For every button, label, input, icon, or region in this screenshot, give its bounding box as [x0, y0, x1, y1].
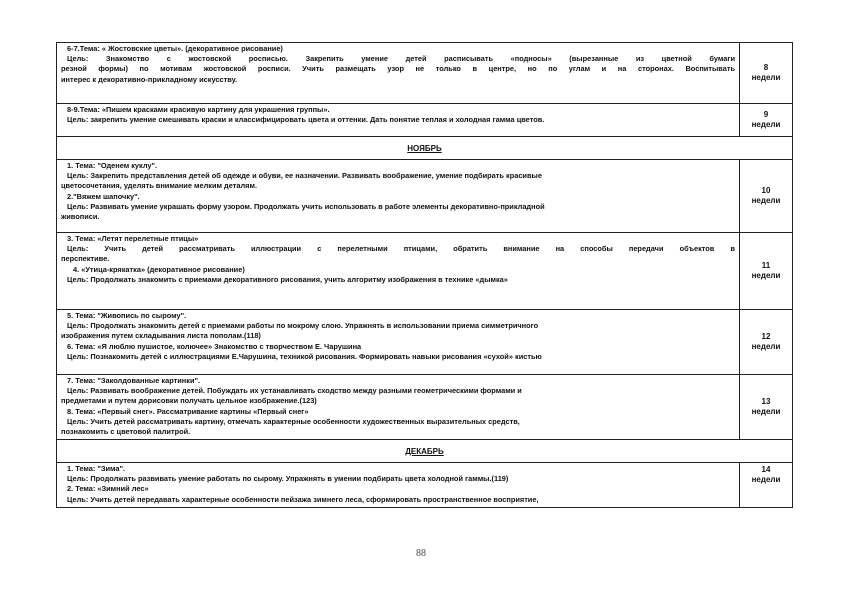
- month-row: [57, 440, 793, 463]
- lesson-goal: Цель: Развивать умение украшать форму узором. Продолжать учить использовать в работе элементы декоративно-прикладной: [67, 201, 545, 211]
- lesson-text: интерес к декоративно-прикладному искусству.: [61, 74, 238, 84]
- week-number: 14: [761, 465, 771, 474]
- lesson-plan-table: [56, 42, 793, 508]
- lesson-goal: Цель: Продолжать развивать умение работать по сырому. Упражнять в умении подбирать цвета холодной гаммы.(119): [67, 474, 509, 484]
- lesson-goal: Цель: Учить детей рассматривать иллюстрации с перелетными птицами, обратить внимание на способы передачи объектов в: [67, 244, 735, 254]
- week-label: недели: [751, 271, 781, 280]
- lesson-goal: Цель: Учить детей передавать характерные особенности пейзажа зимнего леса, сформировать пространственное восприятие,: [67, 494, 539, 504]
- week-label: недели: [751, 407, 781, 416]
- week-number: 10: [761, 186, 771, 195]
- week-cell: [740, 160, 793, 233]
- lesson-goal: Цель: Закрепить представления детей об одежде и обуви, ее назначении. Развивать воображение, умение подбирать красивые: [67, 171, 542, 181]
- lesson-cell: [57, 375, 740, 440]
- lesson-goal: Цель: Продолжать знакомить с приемами декоративного рисования, учить алгоритму изображения в технике «дымка»: [67, 274, 508, 284]
- lesson-goal: Цель: закрепить умение смешивать краски и классифицировать цвета и оттенки. Дать понятие теплая и холодная гамма цветов.: [67, 115, 545, 125]
- week-cell: [740, 43, 793, 104]
- lesson-text: перспективе.: [61, 254, 110, 264]
- week-cell: [740, 104, 793, 137]
- document-page: [56, 42, 785, 508]
- lesson-topic: 6-7.Тема: « Жостовские цветы». (декоративное рисование): [67, 44, 283, 53]
- month-heading: НОЯБРЬ: [57, 137, 793, 160]
- lesson-text: изображения путем складывания листа пополам.(118): [61, 331, 261, 341]
- lesson-topic: 2."Вяжем шапочку".: [67, 191, 140, 201]
- table-row: [57, 160, 793, 233]
- week-number: 9: [763, 110, 769, 119]
- lesson-topic: 2. Тема: «Зимний лес»: [67, 484, 149, 494]
- lesson-topic: 8-9.Тема: «Пишем красками красивую картину для украшения группы».: [67, 105, 330, 114]
- table-row: [57, 233, 793, 310]
- lesson-text: познакомить с цветовой палитрой.: [61, 427, 191, 437]
- lesson-goal: Цель: Познакомить детей с иллюстрациями Е.Чарушина, техникой рисования. Формировать навыки рисования «сухой» кистью: [67, 351, 542, 361]
- week-cell: [740, 463, 793, 508]
- lesson-topic: 8. Тема: «Первый снег». Рассматривание картины «Первый снег»: [67, 406, 309, 416]
- lesson-cell: [57, 463, 740, 508]
- lesson-goal: Цель: Учить детей рассматривать картину, отмечать характерные особенности художественных выразительных средств,: [67, 416, 520, 426]
- month-heading: ДЕКАБРЬ: [57, 440, 793, 463]
- lesson-goal: Цель: Знакомство с жостовской росписью. Закрепить умение детей расписывать «подносы» (вырезанные из цветной бумаги: [67, 54, 735, 64]
- lesson-topic: 1. Тема: "Оденем куклу".: [67, 161, 158, 170]
- table-row: [57, 375, 793, 440]
- lesson-cell: [57, 160, 740, 233]
- week-cell: [740, 375, 793, 440]
- week-number: 12: [761, 332, 771, 341]
- week-label: недели: [751, 120, 781, 129]
- lesson-topic: 4. «Утица-крякатка» (декоративное рисование): [73, 264, 245, 274]
- lesson-topic: 7. Тема: "Заколдованные картинки".: [67, 376, 201, 385]
- lesson-goal: Цель: Развивать воображение детей. Побуждать их устанавливать сходство между разными геометрическими формами и: [67, 386, 522, 396]
- lesson-topic: 5. Тема: "Живопись по сырому".: [67, 311, 187, 320]
- month-row: [57, 137, 793, 160]
- lesson-text: резной формы) по мотивам жостовской росписи. Учить размещать узор не только в центре, но по углам и на сторонах. Воспитывать: [61, 64, 735, 74]
- lesson-goal: Цель: Продолжать знакомить детей с приемами работы по мокрому слою. Упражнять в использовании приема симметричного: [67, 321, 539, 331]
- table-row: [57, 310, 793, 375]
- lesson-cell: [57, 233, 740, 310]
- lesson-topic: 3. Тема: «Летят перелетные птицы»: [67, 234, 199, 243]
- week-cell: [740, 310, 793, 375]
- week-number: 11: [761, 261, 771, 270]
- week-label: недели: [751, 196, 781, 205]
- week-label: недели: [751, 73, 781, 82]
- week-label: недели: [751, 342, 781, 351]
- week-number: 8: [763, 63, 769, 72]
- table-row: [57, 104, 793, 137]
- lesson-cell: [57, 43, 740, 104]
- table-row: [57, 43, 793, 104]
- week-cell: [740, 233, 793, 310]
- lesson-text: предметами и путем дорисовки получать цельное изображение.(123): [61, 396, 317, 406]
- lesson-cell: [57, 104, 740, 137]
- page-number: 88: [416, 548, 426, 559]
- table-row: [57, 463, 793, 508]
- lesson-text: цветосочетания, уделять внимание мелким деталям.: [61, 181, 257, 191]
- lesson-text: живописи.: [61, 212, 100, 222]
- week-label: недели: [751, 475, 781, 484]
- lesson-cell: [57, 310, 740, 375]
- week-number: 13: [761, 397, 771, 406]
- lesson-topic: 6. Тема: «Я люблю пушистое, колючее» Знакомство с творчеством Е. Чарушина: [67, 341, 362, 351]
- lesson-topic: 1. Тема: "Зима".: [67, 464, 126, 473]
